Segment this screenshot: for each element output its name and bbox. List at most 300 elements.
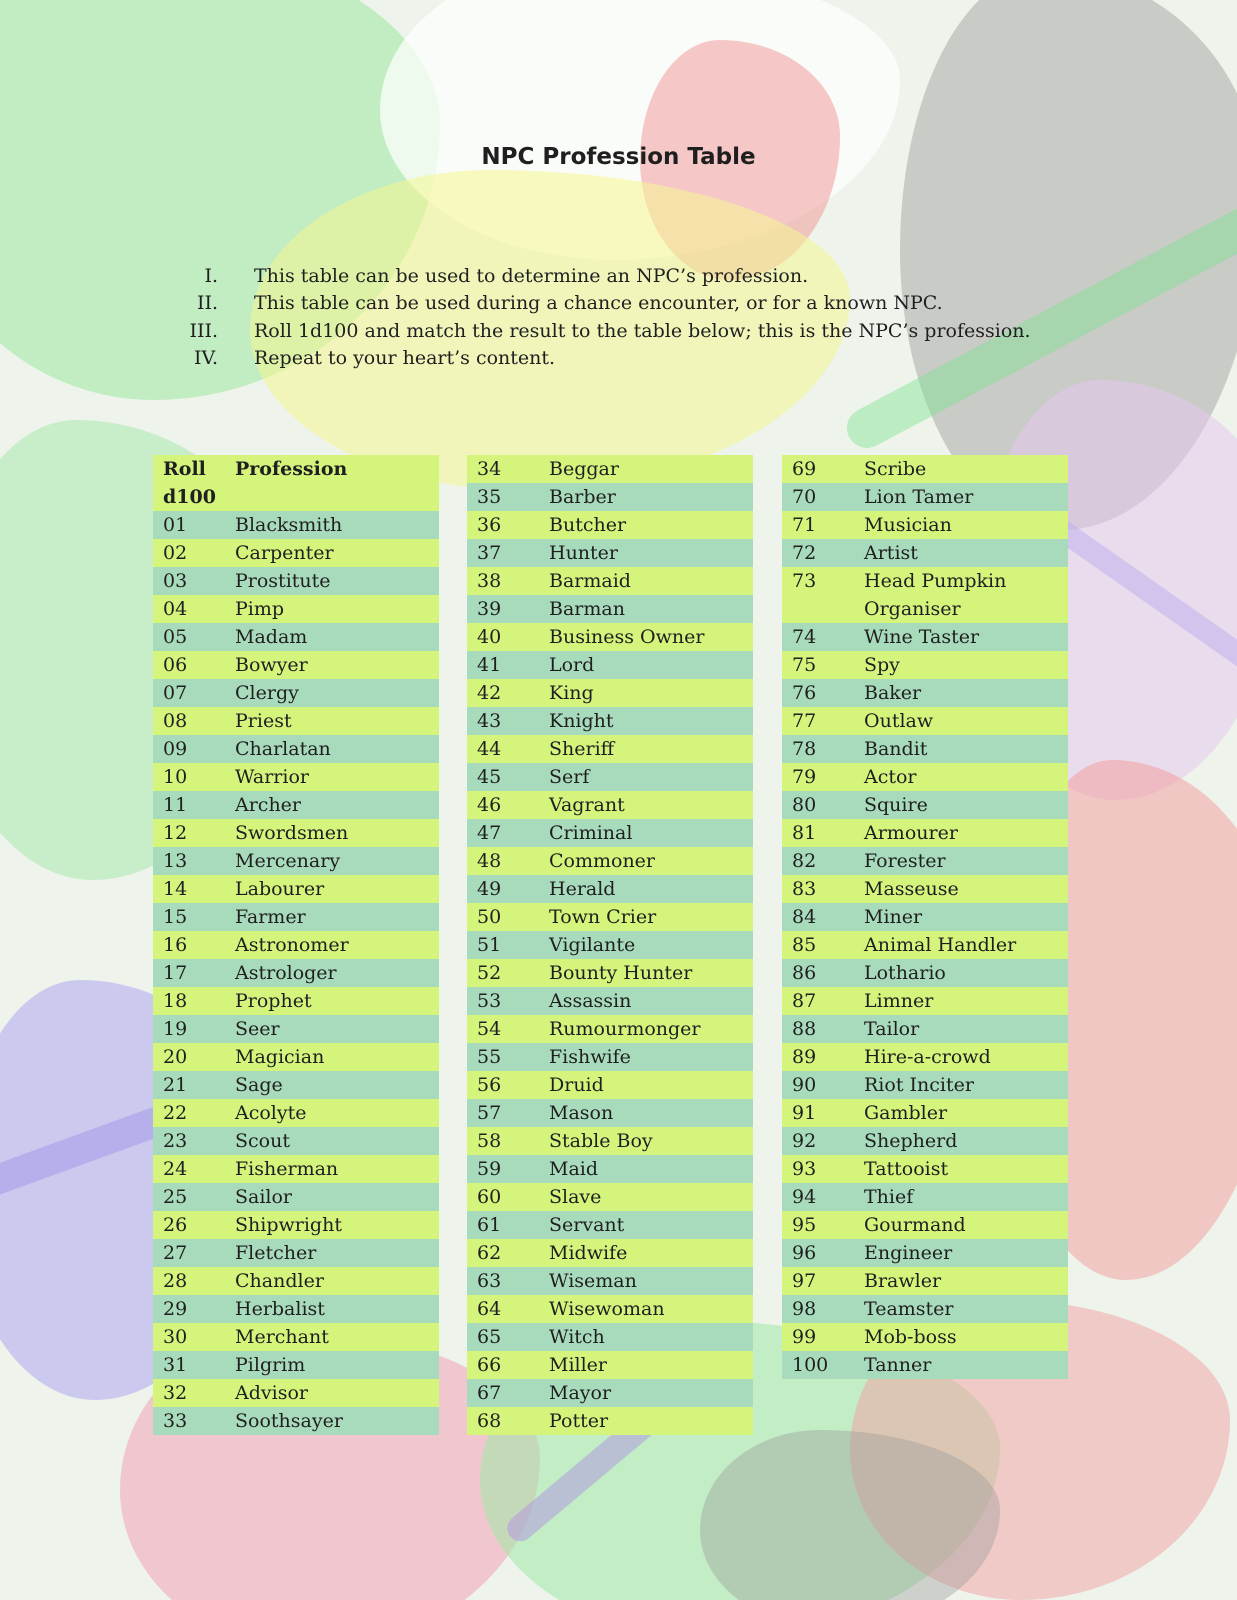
table-row xyxy=(467,623,753,651)
profession-name: Tanner xyxy=(864,1354,932,1376)
profession-name: Slave xyxy=(549,1186,602,1208)
profession-name: Vagrant xyxy=(549,794,625,816)
profession-name: Sailor xyxy=(235,1186,293,1208)
profession-name: Lion Tamer xyxy=(864,486,974,508)
table-row xyxy=(782,1183,1068,1211)
profession-name: Lord xyxy=(549,654,595,676)
roll-value: 53 xyxy=(477,990,502,1012)
table-row xyxy=(782,511,1068,539)
table-row xyxy=(153,651,439,679)
table-row xyxy=(782,567,1068,623)
table-row xyxy=(153,1155,439,1183)
table-row xyxy=(153,1183,439,1211)
roll-value: 80 xyxy=(792,794,817,816)
table-row xyxy=(153,1407,439,1435)
roll-value: 05 xyxy=(163,626,188,648)
roll-value: 99 xyxy=(792,1326,817,1348)
roll-value: 78 xyxy=(792,738,817,760)
roll-value: 08 xyxy=(163,710,188,732)
profession-table-column-3 xyxy=(782,455,1068,1379)
roll-value: 75 xyxy=(792,654,817,676)
roll-value: 72 xyxy=(792,542,817,564)
roll-value: 28 xyxy=(163,1270,188,1292)
roll-value: 92 xyxy=(792,1130,817,1152)
instruction-number: IV. xyxy=(194,347,218,370)
roll-value: 88 xyxy=(792,1018,817,1040)
profession-name: Seer xyxy=(235,1018,280,1040)
profession-name: Criminal xyxy=(549,822,633,844)
profession-name: Priest xyxy=(235,710,292,732)
profession-name: Scout xyxy=(235,1130,290,1152)
profession-name: Servant xyxy=(549,1214,625,1236)
table-row xyxy=(153,1295,439,1323)
profession-name: Fisherman xyxy=(235,1158,339,1180)
roll-value: 65 xyxy=(477,1326,502,1348)
table-row xyxy=(782,847,1068,875)
roll-value: 36 xyxy=(477,514,502,536)
table-row xyxy=(153,1127,439,1155)
table-row xyxy=(467,847,753,875)
table-row xyxy=(467,903,753,931)
profession-name: Archer xyxy=(235,794,302,816)
profession-name: Warrior xyxy=(235,766,309,788)
roll-value: 23 xyxy=(163,1130,188,1152)
roll-value: 42 xyxy=(477,682,502,704)
table-row xyxy=(467,1015,753,1043)
roll-value: 94 xyxy=(792,1186,817,1208)
profession-name: Stable Boy xyxy=(549,1130,653,1152)
profession-name: Serf xyxy=(549,766,590,788)
profession-name: Bandit xyxy=(864,738,928,760)
table-row xyxy=(467,875,753,903)
profession-name: Artist xyxy=(864,542,918,564)
roll-value: 46 xyxy=(477,794,502,816)
table-header-row xyxy=(153,455,439,511)
roll-value: 98 xyxy=(792,1298,817,1320)
table-row xyxy=(467,931,753,959)
table-row xyxy=(153,791,439,819)
roll-value: 48 xyxy=(477,850,502,872)
table-row xyxy=(467,1351,753,1379)
profession-name: Squire xyxy=(864,794,928,816)
roll-value: 95 xyxy=(792,1214,817,1236)
profession-name: Tailor xyxy=(864,1018,920,1040)
roll-value: 64 xyxy=(477,1298,502,1320)
profession-name: Engineer xyxy=(864,1242,953,1264)
roll-value: 76 xyxy=(792,682,817,704)
instruction-text: Roll 1d100 and match the result to the table below; this is the NPC’s profession. xyxy=(254,319,1031,342)
roll-value: 19 xyxy=(163,1018,188,1040)
table-row xyxy=(782,1323,1068,1351)
table-row xyxy=(467,1211,753,1239)
table-row xyxy=(782,1071,1068,1099)
table-row xyxy=(782,791,1068,819)
profession-name: Prophet xyxy=(235,990,312,1012)
table-row xyxy=(153,735,439,763)
table-row xyxy=(153,679,439,707)
profession-name: Clergy xyxy=(235,682,299,704)
roll-value: 22 xyxy=(163,1102,188,1124)
profession-name: Barman xyxy=(549,598,625,620)
profession-name: Acolyte xyxy=(235,1102,307,1124)
roll-value: 03 xyxy=(163,570,188,592)
roll-value: 17 xyxy=(163,962,188,984)
roll-value: 83 xyxy=(792,878,817,900)
table-row xyxy=(467,679,753,707)
roll-value: 02 xyxy=(163,542,188,564)
table-row xyxy=(782,763,1068,791)
table-row xyxy=(782,1043,1068,1071)
roll-value: 84 xyxy=(792,906,817,928)
profession-name: Scribe xyxy=(864,458,927,480)
table-row xyxy=(467,791,753,819)
instruction-item xyxy=(180,262,1031,290)
profession-name: Astrologer xyxy=(235,962,337,984)
profession-name: Armourer xyxy=(864,822,958,844)
roll-value: 38 xyxy=(477,570,502,592)
roll-value: 60 xyxy=(477,1186,502,1208)
profession-name: Astronomer xyxy=(235,934,349,956)
table-row xyxy=(153,1071,439,1099)
table-row xyxy=(467,1127,753,1155)
table-row xyxy=(782,1267,1068,1295)
profession-name: Shepherd xyxy=(864,1130,958,1152)
roll-value: 66 xyxy=(477,1354,502,1376)
profession-name: Shipwright xyxy=(235,1214,342,1236)
roll-value: 31 xyxy=(163,1354,188,1376)
table-row xyxy=(467,567,753,595)
roll-value: 90 xyxy=(792,1074,817,1096)
instruction-number: I. xyxy=(204,264,218,287)
profession-name: Advisor xyxy=(235,1382,308,1404)
profession-name: Limner xyxy=(864,990,934,1012)
table-row xyxy=(153,1099,439,1127)
table-row xyxy=(467,959,753,987)
roll-value: 35 xyxy=(477,486,502,508)
roll-value: 29 xyxy=(163,1298,188,1320)
table-row xyxy=(467,1043,753,1071)
roll-value: 18 xyxy=(163,990,188,1012)
profession-name: Barber xyxy=(549,486,616,508)
profession-name: Fletcher xyxy=(235,1242,317,1264)
table-row xyxy=(782,651,1068,679)
profession-name: Pilgrim xyxy=(235,1354,306,1376)
table-row xyxy=(782,1127,1068,1155)
table-row xyxy=(153,1015,439,1043)
table-row xyxy=(467,819,753,847)
roll-value: 73 xyxy=(792,570,817,592)
roll-value: 43 xyxy=(477,710,502,732)
profession-name: Maid xyxy=(549,1158,599,1180)
table-row xyxy=(782,1351,1068,1379)
roll-value: 52 xyxy=(477,962,502,984)
instructions-list xyxy=(180,262,1031,372)
profession-name: Wisewoman xyxy=(549,1298,665,1320)
instruction-text: Repeat to your heart’s content. xyxy=(254,347,556,370)
profession-name: Thief xyxy=(864,1186,914,1208)
profession-name: Outlaw xyxy=(864,710,934,732)
profession-name: Herald xyxy=(549,878,616,900)
profession-name: Lothario xyxy=(864,962,946,984)
roll-value: 45 xyxy=(477,766,502,788)
instruction-text: This table can be used during a chance encounter, or for a known NPC. xyxy=(254,292,943,315)
table-row xyxy=(467,1099,753,1127)
profession-name: Knight xyxy=(549,710,614,732)
profession-name: Labourer xyxy=(235,878,325,900)
table-row xyxy=(782,1015,1068,1043)
table-row xyxy=(467,1071,753,1099)
instruction-number: II. xyxy=(196,292,218,315)
profession-name: Teamster xyxy=(864,1298,954,1320)
profession-name: Merchant xyxy=(235,1326,329,1348)
table-row xyxy=(153,1351,439,1379)
profession-name: Chandler xyxy=(235,1270,324,1292)
table-row xyxy=(153,875,439,903)
table-row xyxy=(467,1183,753,1211)
table-row xyxy=(153,987,439,1015)
table-row xyxy=(782,539,1068,567)
table-row xyxy=(782,1239,1068,1267)
profession-name: Blacksmith xyxy=(235,514,343,536)
table-row xyxy=(467,1267,753,1295)
profession-name: Hunter xyxy=(549,542,619,564)
table-row xyxy=(467,1323,753,1351)
profession-name: Butcher xyxy=(549,514,627,536)
roll-value: 67 xyxy=(477,1382,502,1404)
table-row xyxy=(467,1239,753,1267)
table-row xyxy=(467,1295,753,1323)
profession-name: Sheriff xyxy=(549,738,615,760)
roll-value: 59 xyxy=(477,1158,502,1180)
profession-name: Brawler xyxy=(864,1270,942,1292)
table-row xyxy=(782,1155,1068,1183)
table-row xyxy=(782,931,1068,959)
roll-value: 24 xyxy=(163,1158,188,1180)
table-row xyxy=(782,903,1068,931)
table-row xyxy=(467,707,753,735)
profession-name: Magician xyxy=(235,1046,325,1068)
profession-name: Wiseman xyxy=(549,1270,637,1292)
roll-value: 56 xyxy=(477,1074,502,1096)
profession-name: Druid xyxy=(549,1074,604,1096)
table-row xyxy=(782,679,1068,707)
roll-value: 27 xyxy=(163,1242,188,1264)
roll-value: 20 xyxy=(163,1046,188,1068)
table-row xyxy=(153,707,439,735)
profession-name: Farmer xyxy=(235,906,306,928)
profession-name: Head Pumpkin Organiser xyxy=(864,570,1007,620)
table-row xyxy=(153,903,439,931)
table-row xyxy=(782,819,1068,847)
profession-name: Musician xyxy=(864,514,952,536)
table-row xyxy=(153,1267,439,1295)
instruction-item xyxy=(180,345,1031,373)
profession-name: Charlatan xyxy=(235,738,331,760)
profession-name: Vigilante xyxy=(549,934,636,956)
roll-value: 93 xyxy=(792,1158,817,1180)
roll-value: 91 xyxy=(792,1102,817,1124)
profession-name: Masseuse xyxy=(864,878,959,900)
roll-value: 07 xyxy=(163,682,188,704)
roll-value: 81 xyxy=(792,822,817,844)
roll-value: 100 xyxy=(792,1354,829,1376)
table-row xyxy=(467,483,753,511)
table-row xyxy=(782,623,1068,651)
profession-name: Commoner xyxy=(549,850,656,872)
table-row xyxy=(153,623,439,651)
profession-name: Beggar xyxy=(549,458,619,480)
profession-name: Actor xyxy=(864,766,917,788)
profession-name: Gambler xyxy=(864,1102,948,1124)
profession-name: Herbalist xyxy=(235,1298,325,1320)
profession-name: Mayor xyxy=(549,1382,612,1404)
roll-value: 89 xyxy=(792,1046,817,1068)
profession-name: Bounty Hunter xyxy=(549,962,693,984)
profession-name: Spy xyxy=(864,654,900,676)
profession-name: Miner xyxy=(864,906,923,928)
table-row xyxy=(467,651,753,679)
table-row xyxy=(467,735,753,763)
profession-name: Sage xyxy=(235,1074,283,1096)
table-row xyxy=(153,1043,439,1071)
table-row xyxy=(153,819,439,847)
instruction-number: III. xyxy=(189,319,218,342)
table-row xyxy=(467,763,753,791)
roll-value: 34 xyxy=(477,458,502,480)
roll-value: 10 xyxy=(163,766,188,788)
profession-name: Town Crier xyxy=(549,906,657,928)
profession-name: Mob-boss xyxy=(864,1326,957,1348)
roll-value: 68 xyxy=(477,1410,502,1432)
roll-value: 82 xyxy=(792,850,817,872)
profession-name: Mason xyxy=(549,1102,614,1124)
roll-value: 55 xyxy=(477,1046,502,1068)
table-row xyxy=(782,483,1068,511)
roll-value: 41 xyxy=(477,654,502,676)
roll-value: 39 xyxy=(477,598,502,620)
profession-name: Wine Taster xyxy=(864,626,980,648)
profession-table-column-1 xyxy=(153,455,439,1435)
instruction-text: This table can be used to determine an NPC’s profession. xyxy=(254,264,809,287)
table-row xyxy=(467,539,753,567)
profession-name: Miller xyxy=(549,1354,608,1376)
table-row xyxy=(153,1379,439,1407)
profession-name: Baker xyxy=(864,682,922,704)
profession-name: Fishwife xyxy=(549,1046,631,1068)
roll-value: 30 xyxy=(163,1326,188,1348)
table-row xyxy=(467,987,753,1015)
roll-value: 37 xyxy=(477,542,502,564)
table-row xyxy=(467,1379,753,1407)
table-row xyxy=(153,511,439,539)
profession-table-column-2 xyxy=(467,455,753,1435)
table-row xyxy=(782,875,1068,903)
table-row xyxy=(782,959,1068,987)
table-row xyxy=(153,567,439,595)
table-row xyxy=(153,1239,439,1267)
profession-name: Business Owner xyxy=(549,626,705,648)
profession-name: Potter xyxy=(549,1410,609,1432)
roll-value: 21 xyxy=(163,1074,188,1096)
roll-value: 97 xyxy=(792,1270,817,1292)
roll-value: 32 xyxy=(163,1382,188,1404)
table-row xyxy=(782,1211,1068,1239)
table-row xyxy=(467,455,753,483)
roll-value: 74 xyxy=(792,626,817,648)
roll-value: 58 xyxy=(477,1130,502,1152)
table-row xyxy=(153,595,439,623)
table-row xyxy=(153,1323,439,1351)
roll-value: 44 xyxy=(477,738,502,760)
profession-name: Madam xyxy=(235,626,308,648)
roll-value: 26 xyxy=(163,1214,188,1236)
profession-name: Gourmand xyxy=(864,1214,966,1236)
table-row xyxy=(467,1407,753,1435)
profession-name: Midwife xyxy=(549,1242,628,1264)
profession-name: Bowyer xyxy=(235,654,308,676)
profession-name: Tattooist xyxy=(864,1158,949,1180)
roll-value: 16 xyxy=(163,934,188,956)
roll-value: 86 xyxy=(792,962,817,984)
profession-name: Rumourmonger xyxy=(549,1018,701,1040)
roll-value: 04 xyxy=(163,598,188,620)
roll-value: 06 xyxy=(163,654,188,676)
profession-name: Carpenter xyxy=(235,542,334,564)
table-row xyxy=(153,959,439,987)
profession-name: Forester xyxy=(864,850,946,872)
profession-name: Pimp xyxy=(235,598,285,620)
table-row xyxy=(782,1295,1068,1323)
table-row xyxy=(153,763,439,791)
roll-value: 14 xyxy=(163,878,188,900)
roll-value: 71 xyxy=(792,514,817,536)
roll-value: 47 xyxy=(477,822,502,844)
profession-name: Barmaid xyxy=(549,570,631,592)
table-row xyxy=(153,1211,439,1239)
table-row xyxy=(782,1099,1068,1127)
profession-name: Witch xyxy=(549,1326,605,1348)
table-row xyxy=(153,931,439,959)
roll-value: 69 xyxy=(792,458,817,480)
roll-value: 87 xyxy=(792,990,817,1012)
roll-value: 62 xyxy=(477,1242,502,1264)
roll-value: 77 xyxy=(792,710,817,732)
table-row xyxy=(467,1155,753,1183)
roll-value: 54 xyxy=(477,1018,502,1040)
roll-value: 79 xyxy=(792,766,817,788)
table-row xyxy=(153,847,439,875)
table-row xyxy=(782,707,1068,735)
profession-name: King xyxy=(549,682,594,704)
roll-value: 09 xyxy=(163,738,188,760)
roll-value: 61 xyxy=(477,1214,502,1236)
roll-value: 57 xyxy=(477,1102,502,1124)
roll-value: 25 xyxy=(163,1186,188,1208)
table-row xyxy=(153,539,439,567)
roll-value: 96 xyxy=(792,1242,817,1264)
roll-value: 01 xyxy=(163,514,188,536)
profession-name: Soothsayer xyxy=(235,1410,343,1432)
profession-name: Mercenary xyxy=(235,850,341,872)
table-row xyxy=(782,987,1068,1015)
roll-value: 15 xyxy=(163,906,188,928)
roll-value: 70 xyxy=(792,486,817,508)
roll-value: 40 xyxy=(477,626,502,648)
roll-value: 13 xyxy=(163,850,188,872)
profession-name: Prostitute xyxy=(235,570,331,592)
instruction-item xyxy=(180,290,1031,318)
profession-name: Swordsmen xyxy=(235,822,349,844)
